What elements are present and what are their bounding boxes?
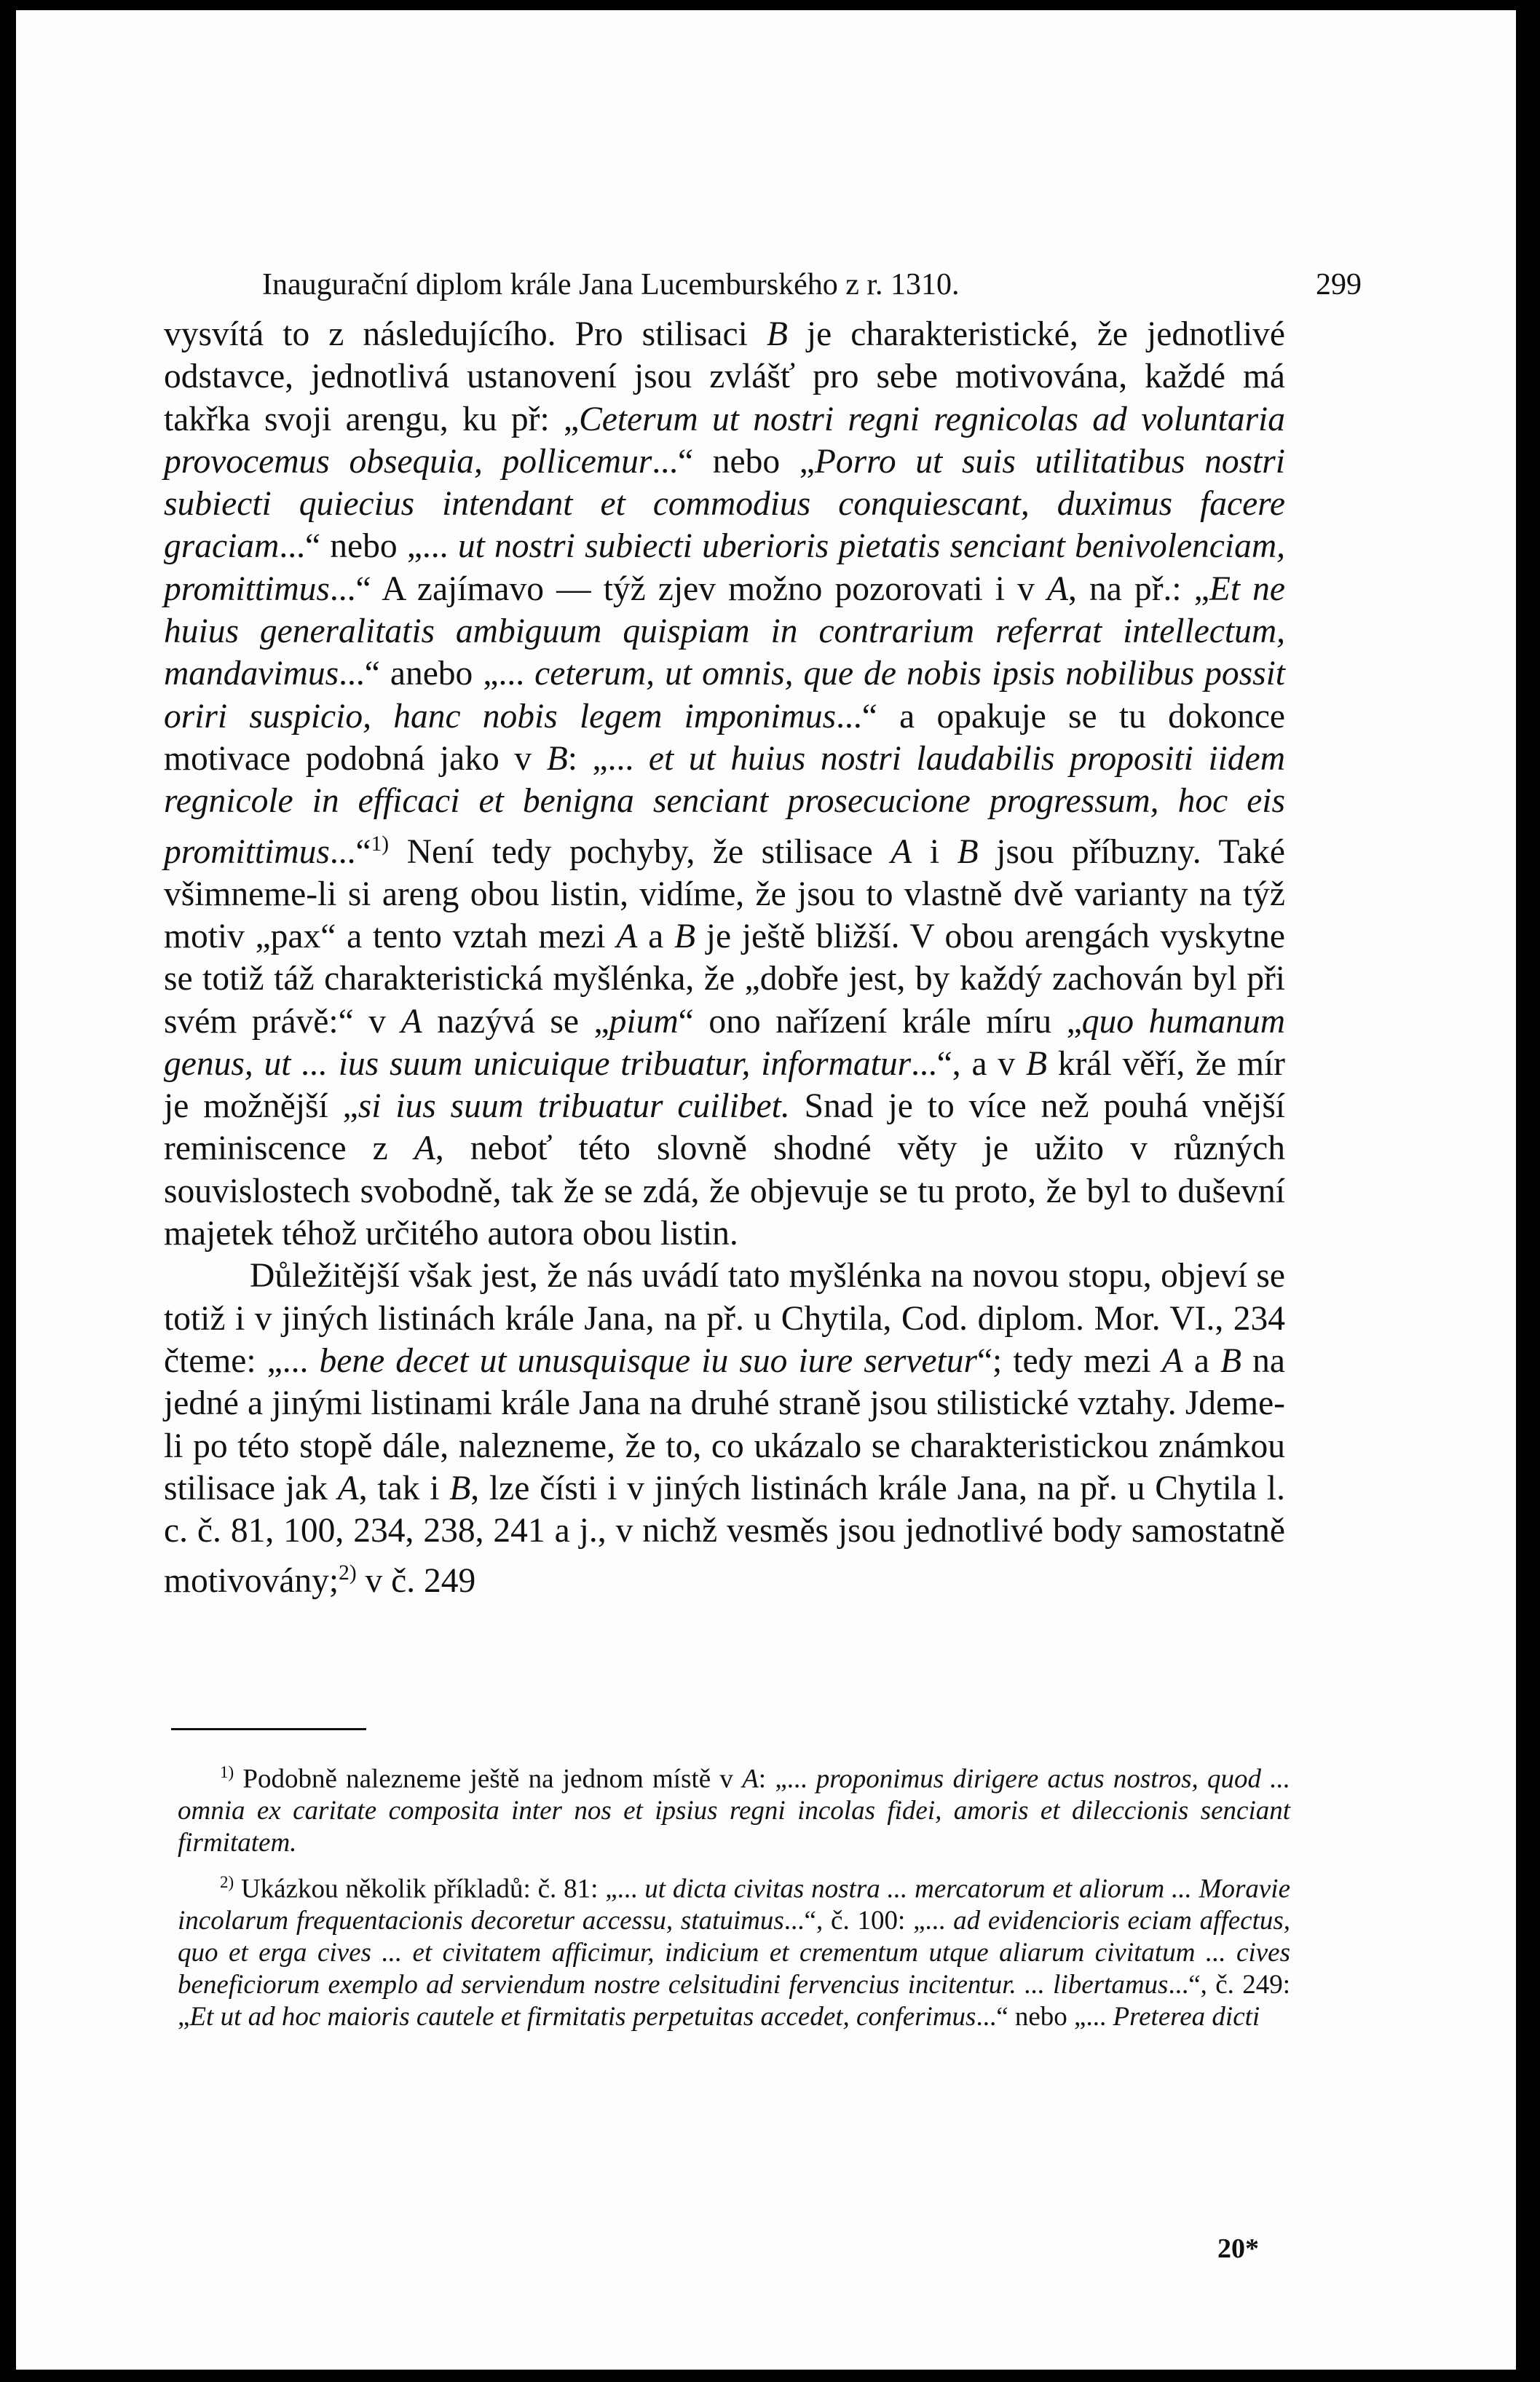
footnote-1 xyxy=(178,1756,1290,1858)
italic-run: Porro ut suis utilitatibus nostri subiecti quiecius intendant et commodius conquiescant, duximus facere graciam xyxy=(164,442,1285,566)
paragraph-1 xyxy=(164,313,1285,1255)
italic-run: B xyxy=(546,739,568,778)
page-number: 299 xyxy=(1316,268,1362,301)
text-run: , tak i xyxy=(358,1469,450,1507)
text-run: na jedné a jinými listinami krále Jana na druhé straně jsou stilistické vztahy. Jdeme-li po této stopě dále, nalezneme, že to, co ukázalo se charakteristickou známkou stilisace jak xyxy=(164,1341,1285,1507)
italic-run: proponimus dirigere actus nostros, quod ... omnia ex caritate composita inter nos et ipsius regni incolas fidei, amoris et dileccionis senciant firmitatem. xyxy=(178,1764,1290,1858)
italic-run: B xyxy=(766,315,788,353)
text-run: : „... xyxy=(758,1764,816,1794)
text-run: Ukázkou několik příkladů: č. 81: „... xyxy=(234,1874,645,1904)
italic-run: B xyxy=(957,832,979,871)
italic-run: B xyxy=(1220,1341,1242,1380)
footnote-marker: 1) xyxy=(371,832,390,856)
footnote-marker: 2) xyxy=(339,1561,357,1585)
text-run: Důležitější však jest, že nás uvádí tato myšlénka na novou stopu, objeví se totiž i v jiných listinách krále Jana, na př. u Chytila, Cod. diplom. Mor. VI., 234 čteme: „... xyxy=(164,1257,1285,1380)
italic-run: ut dicta civitas nostra ... mercatorum et aliorum ... Moravie incolarum frequentacionis decoretur accessu, statuimus xyxy=(178,1874,1290,1936)
italic-run: A xyxy=(616,917,638,955)
footnotes xyxy=(178,1756,1290,2040)
text-run: jsou příbuzny. Také všimneme-li si areng obou listin, vidíme, že jsou to vlastně dvě varianty na týž motiv „pax“ a tento vztah mezi xyxy=(164,832,1285,955)
italic-run: ad evidencioris eciam affectus, quo et erga cives ... et civitatem afficimur, indicium et crementum utque aliarum civitatum ... cives beneficiorum exemplo ad serviendum nostre celsitudini fervencius incitentur. ... libertamus xyxy=(178,1906,1291,2000)
italic-run: pium xyxy=(609,1002,679,1041)
italic-run: B xyxy=(449,1469,471,1507)
text-run: “ ono nařízení krále míru „ xyxy=(678,1002,1082,1041)
italic-run: A xyxy=(891,832,912,871)
body-text xyxy=(164,313,1285,1603)
text-run: je charakteristické, že jednotlivé odstavce, jednotlivá ustanovení jsou zvlášť pro sebe motivována, každé má takřka svoji arengu, ku př: „ xyxy=(164,315,1285,438)
text-run: , lze čísti i v jiných listinách krále Jana, na př. u Chytila l. c. č. 81, 100, 234, 238, 241 a j., v nichž vesměs jsou jednotlivé body samostatně motivovány; xyxy=(164,1469,1285,1601)
text-run: král věří, že mír je možnější „ xyxy=(164,1044,1285,1126)
text-run: : „... xyxy=(567,739,649,778)
book-page xyxy=(16,10,1516,2370)
text-run: , neboť této slovně shodné věty je užito v různých souvislostech svobodně, tak že se zdá, že objevuje se tu proto, že byl to duševní majetek téhož určitého autora obou listin. xyxy=(164,1129,1285,1253)
text-run: i xyxy=(912,832,957,871)
italic-run: A xyxy=(1047,569,1069,608)
italic-run: A xyxy=(337,1469,359,1507)
text-run: nazývá se „ xyxy=(422,1002,609,1041)
italic-run: A xyxy=(742,1764,759,1794)
text-run: ...“ a opakuje se tu dokonce motivace podobná jako v xyxy=(164,697,1285,778)
text-run: ...“ xyxy=(329,832,371,871)
text-run: vysvítá to z následujícího. Pro stilisaci xyxy=(164,315,767,353)
italic-run: A xyxy=(400,1002,422,1041)
text-run: ...“ nebo „ xyxy=(652,442,815,481)
italic-run: A xyxy=(414,1129,435,1168)
italic-run: Ceterum ut nostri regni regnicolas ad voluntaria provocemus obsequia, pollicemur xyxy=(164,400,1286,481)
footnote-2 xyxy=(178,1866,1290,2032)
italic-run: et ut huius nostri laudabilis propositi iidem regnicole in efficaci et benigna senciant prosecucione progressum, hoc eis promittimus xyxy=(164,739,1285,871)
running-head xyxy=(262,267,1362,303)
text-run: ...“, a v xyxy=(911,1044,1026,1083)
text-run: ...“ nebo „... xyxy=(279,527,458,566)
italic-run: Et ut ad hoc maioris cautele et firmitatis perpetuitas accedet, conferimus xyxy=(189,2001,976,2032)
italic-run: quo humanum genus, ut ... ius suum unicuique tribuatur, informatur xyxy=(164,1002,1286,1083)
text-run: a xyxy=(1182,1341,1221,1380)
footnote-rule xyxy=(171,1728,366,1730)
italic-run: Et ne huius generalitatis ambiguum quispiam in contrarium referrat intellectum, mandavimus xyxy=(164,569,1286,693)
text-run: ...“ nebo „... xyxy=(976,2001,1113,2032)
italic-run: B xyxy=(674,917,696,955)
signature-mark: 20* xyxy=(1217,2233,1259,2264)
italic-run: si ius suum tribuatur cuilibet. xyxy=(358,1087,790,1126)
italic-run: B xyxy=(1025,1044,1047,1083)
italic-run: Preterea dicti xyxy=(1113,2001,1260,2032)
text-run: v č. 249 xyxy=(356,1562,476,1601)
italic-run: ut nostri subiecti uberioris pietatis senciant benivolenciam, promittimus xyxy=(164,527,1285,608)
text-run: , na př.: „ xyxy=(1068,569,1209,608)
text-run: Není tedy pochyby, že stilisace xyxy=(389,832,891,871)
paragraph-2 xyxy=(164,1255,1285,1602)
footnote-marker: 2) xyxy=(220,1873,234,1892)
text-run: ...“ A zajímavo — týž zjev možno pozorovati i v xyxy=(329,569,1047,608)
text-run: je ještě bližší. V obou arengách vyskytne se totiž táž charakteristická myšlénka, že „dobře jest, by každý zachován byl při svém právě:“ v xyxy=(164,917,1285,1041)
text-run: “; tedy mezi xyxy=(976,1341,1162,1380)
running-head-title: Inaugurační diplom krále Jana Lucemburského z r. 1310. xyxy=(262,268,960,301)
footnote-marker: 1) xyxy=(220,1763,234,1781)
italic-run: bene decet ut unusquisque iu suo iure servetur xyxy=(319,1341,977,1380)
text-run: Snad je to více než pouhá vnější reminiscence z xyxy=(164,1087,1285,1168)
text-run: ...“ anebo „... xyxy=(339,655,535,693)
italic-run: ceterum, ut omnis, que de nobis ipsis nobilibus possit oriri suspicio, hanc nobis legem imponimus xyxy=(164,655,1285,735)
text-run: ...“, č. 100: „... xyxy=(783,1906,954,1936)
text-run: Podobně nalezneme ještě na jednom místě v xyxy=(234,1764,743,1794)
italic-run: A xyxy=(1161,1341,1183,1380)
text-run: ...“, č. 249: „ xyxy=(178,1969,1291,2032)
text-run: a xyxy=(637,917,675,955)
